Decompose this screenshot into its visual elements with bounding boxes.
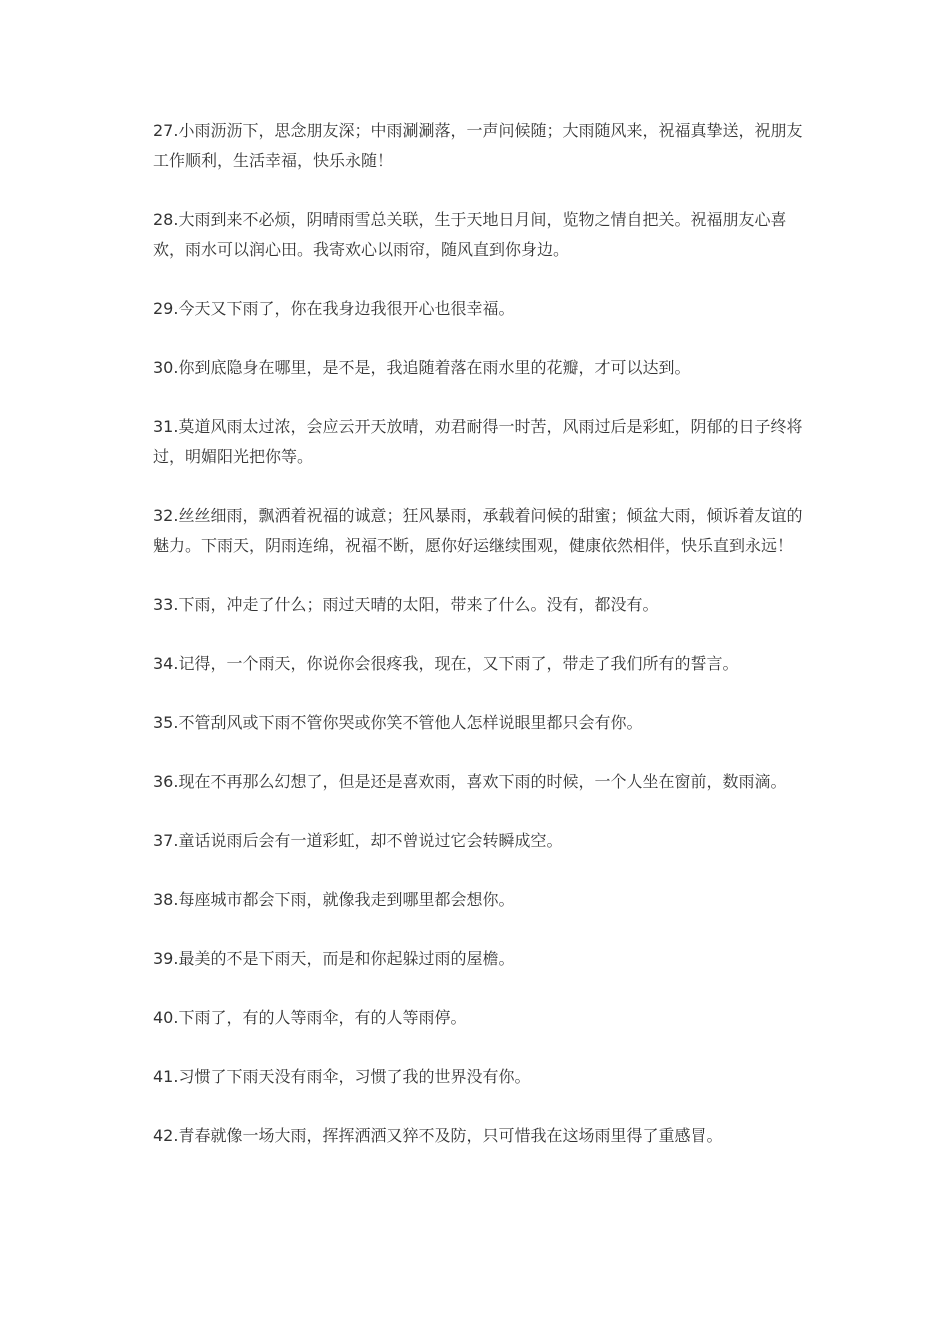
paragraph-33: 33.下雨，冲走了什么；雨过天晴的太阳，带来了什么。没有，都没有。 <box>153 595 659 614</box>
paragraph-29: 29.今天又下雨了，你在我身边我很开心也很幸福。 <box>153 299 515 318</box>
paragraph-39: 39.最美的不是下雨天，而是和你起躲过雨的屋檐。 <box>153 949 515 968</box>
paragraph-41: 41.习惯了下雨天没有雨伞，习惯了我的世界没有你。 <box>153 1067 531 1086</box>
paragraph-28: 28.大雨到来不必烦，阴晴雨雪总关联，生于天地日月间，览物之情自把关。祝福朋友心喜欢，雨水可以润心田。我寄欢心以雨帘，随风直到你身边。 <box>153 210 787 259</box>
document-body <box>153 116 809 1180</box>
paragraph-34: 34.记得，一个雨天，你说你会很疼我，现在，又下雨了，带走了我们所有的誓言。 <box>153 654 739 673</box>
paragraph-30: 30.你到底隐身在哪里，是不是，我追随着落在雨水里的花瓣，才可以达到。 <box>153 358 691 377</box>
paragraph-36: 36.现在不再那么幻想了，但是还是喜欢雨，喜欢下雨的时候，一个人坐在窗前，数雨滴。 <box>153 772 787 791</box>
paragraph-40: 40.下雨了，有的人等雨伞，有的人等雨停。 <box>153 1008 467 1027</box>
paragraph-32: 32.丝丝细雨，飘洒着祝福的诚意；狂风暴雨，承载着问候的甜蜜；倾盆大雨，倾诉着友谊的魅力。下雨天，阴雨连绵，祝福不断，愿你好运继续围观，健康依然相伴，快乐直到永远！ <box>153 506 803 555</box>
paragraph-31: 31.莫道风雨太过浓，会应云开天放晴，劝君耐得一时苦，风雨过后是彩虹，阴郁的日子终将过，明媚阳光把你等。 <box>153 417 803 466</box>
paragraph-37: 37.童话说雨后会有一道彩虹，却不曾说过它会转瞬成空。 <box>153 831 563 850</box>
paragraph-35: 35.不管刮风或下雨不管你哭或你笑不管他人怎样说眼里都只会有你。 <box>153 713 643 732</box>
paragraph-42: 42.青春就像一场大雨，挥挥洒洒又猝不及防，只可惜我在这场雨里得了重感冒。 <box>153 1126 723 1145</box>
paragraph-38: 38.每座城市都会下雨，就像我走到哪里都会想你。 <box>153 890 515 909</box>
paragraph-27: 27.小雨沥沥下，思念朋友深；中雨涮涮落，一声问候随；大雨随风来，祝福真挚送，祝朋友工作顺利，生活幸福，快乐永随！ <box>153 121 803 170</box>
